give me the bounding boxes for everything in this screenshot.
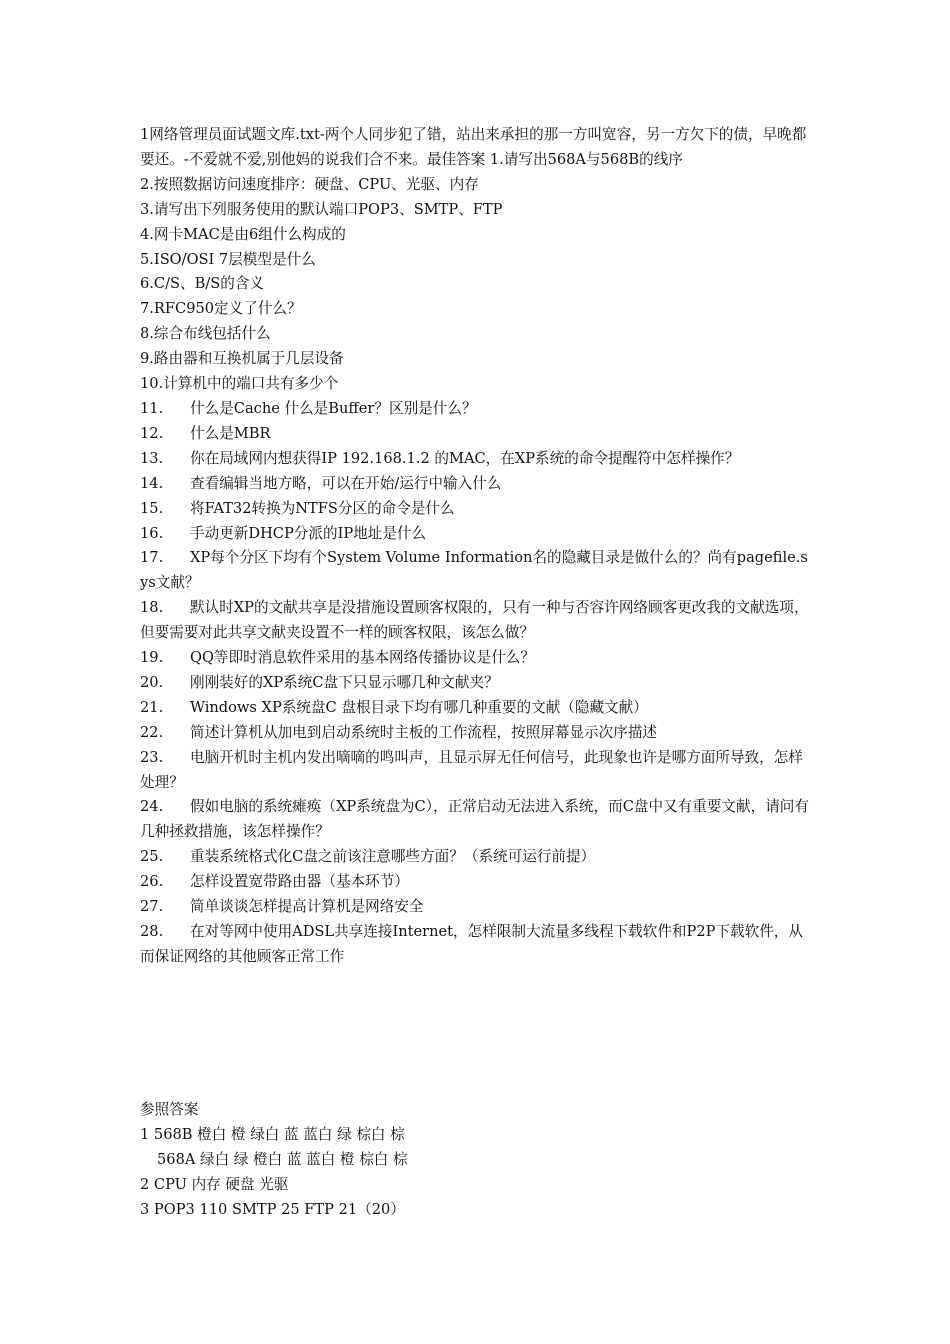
question-number: 17. [140,549,164,567]
question-14 [140,472,815,497]
question-4: 4.网卡MAC是由6组什么构成的 [140,225,346,243]
question-number: 20. [140,673,164,691]
question-13 [140,447,815,472]
question-17 [140,546,815,596]
question-text: QQ等即时消息软件采用的基本网络传播协议是什么？ [190,649,535,667]
answers-heading: 参照答案 [140,1101,199,1118]
question-18 [140,596,815,646]
question-number: 14. [140,474,164,492]
question-15 [140,497,815,522]
question-26 [140,870,815,895]
question-number: 19. [140,649,164,667]
question-23 [140,746,815,796]
question-20 [140,671,815,696]
question-number: 16. [140,524,164,542]
question-28 [140,920,815,970]
question-number: 11. [140,399,164,417]
question-text: 怎样设置宽带路由器（基本环节） [190,873,409,891]
question-10: 10.计算机中的端口共有多少个 [140,375,339,393]
question-number: 25. [140,848,164,866]
question-22 [140,721,815,746]
question-number: 27. [140,898,164,916]
question-27 [140,895,815,920]
question-number: 12. [140,424,164,442]
question-16 [140,522,815,547]
question-12 [140,422,815,447]
question-number: 15. [140,499,164,517]
question-text: 刚刚装好的XP系统C盘下只显示哪几种文献夹？ [190,673,499,691]
question-text: 你在局域网内想获得IP 192.168.1.2 的MAC，在XP系统的命令提醒符中怎样操作？ [190,449,740,467]
question-number: 22. [140,723,164,741]
question-number: 13. [140,449,164,467]
question-number: 26. [140,873,164,891]
question-2: 2.按照数据访问速度排序：硬盘、CPU、光驱、内存 [140,175,479,193]
question-text: 在对等网中使用ADSL共享连接Internet，怎样限制大流量多线程下载软件和P2P下载软件，从而保证网络的其他顾客正常工作 [140,923,803,965]
question-text: 电脑开机时主机内发出嘀嘀的鸣叫声，且显示屏无任何信号，此现象也许是哪方面所导致，怎样处理？ [140,748,803,791]
question-text: 查看编辑当地方略，可以在开始/运行中输入什么 [190,474,502,492]
question-text: Windows XP系统盘C 盘根目录下均有哪几种重要的文献（隐藏文献） [190,698,648,716]
question-5: 5.ISO/OSI 7层模型是什么 [140,250,316,268]
question-text: 重装系统格式化C盘之前该注意哪些方面？（系统可运行前提） [190,848,596,866]
answer-line: 1 568B 橙白 橙 绿白 蓝 蓝白 绿 棕白 棕 [140,1125,405,1143]
question-list [140,123,815,970]
question-number: 21. [140,698,164,716]
question-text: 什么是Cache 什么是Buffer？区别是什么？ [190,399,477,417]
question-19 [140,646,815,671]
question-number: 23. [140,748,164,766]
question-text: XP每个分区下均有个System Volume Information名的隐藏目录是做什么的？尚有pagefile.sys文献？ [140,549,808,592]
question-number: 24. [140,798,164,816]
question-24 [140,795,815,845]
question-25 [140,845,815,870]
answer-line: 2 CPU 内存 硬盘 光驱 [140,1175,289,1193]
answer-line: 3 POP3 110 SMTP 25 FTP 21（20） [140,1200,405,1218]
question-text: 手动更新DHCP分派的IP地址是什么 [190,524,427,542]
question-text: 简述计算机从加电到启动系统时主板的工作流程，按照屏幕显示次序描述 [190,723,658,741]
question-text: 默认时XP的文献共享是没措施设置顾客权限的，只有一种与否容许网络顾客更改我的文献选项，但要需要对此共享文献夹设置不一样的顾客权限，该怎么做？ [140,599,809,642]
answers-section [140,1098,815,1223]
question-11 [140,397,815,422]
question-text: 简单谈谈怎样提高计算机是网络安全 [190,898,424,916]
question-number: 18. [140,599,164,617]
question-text: 假如电脑的系统瘫痪（XP系统盘为C），正常启动无法进入系统，而C盘中又有重要文献，请问有几种拯救措施，该怎样操作？ [140,798,809,841]
question-6: 6.C/S、B/S的含义 [140,275,265,293]
question-8: 8.综合布线包括什么 [140,325,271,343]
question-3: 3.请写出下列服务使用的默认端口POP3、SMTP、FTP [140,200,503,218]
question-number: 28. [140,923,164,940]
question-text: 将FAT32转换为NTFS分区的命令是什么 [190,499,455,517]
question-9: 9.路由器和互换机属于几层设备 [140,350,344,368]
question-21 [140,696,815,721]
question-7: 7.RFC950定义了什么？ [140,300,302,318]
intro-paragraph: 1网络管理员面试题文库.txt-两个人同步犯了错，站出来承担的那一方叫宽容，另一方欠下的债，早晚都要还。-不爱就不爱,别他妈的说我们合不来。最佳答案 1.请写出568A与568B的线序 [140,126,807,168]
answer-line: 568A 绿白 绿 橙白 蓝 蓝白 橙 棕白 棕 [157,1150,408,1168]
question-text: 什么是MBR [190,424,271,442]
